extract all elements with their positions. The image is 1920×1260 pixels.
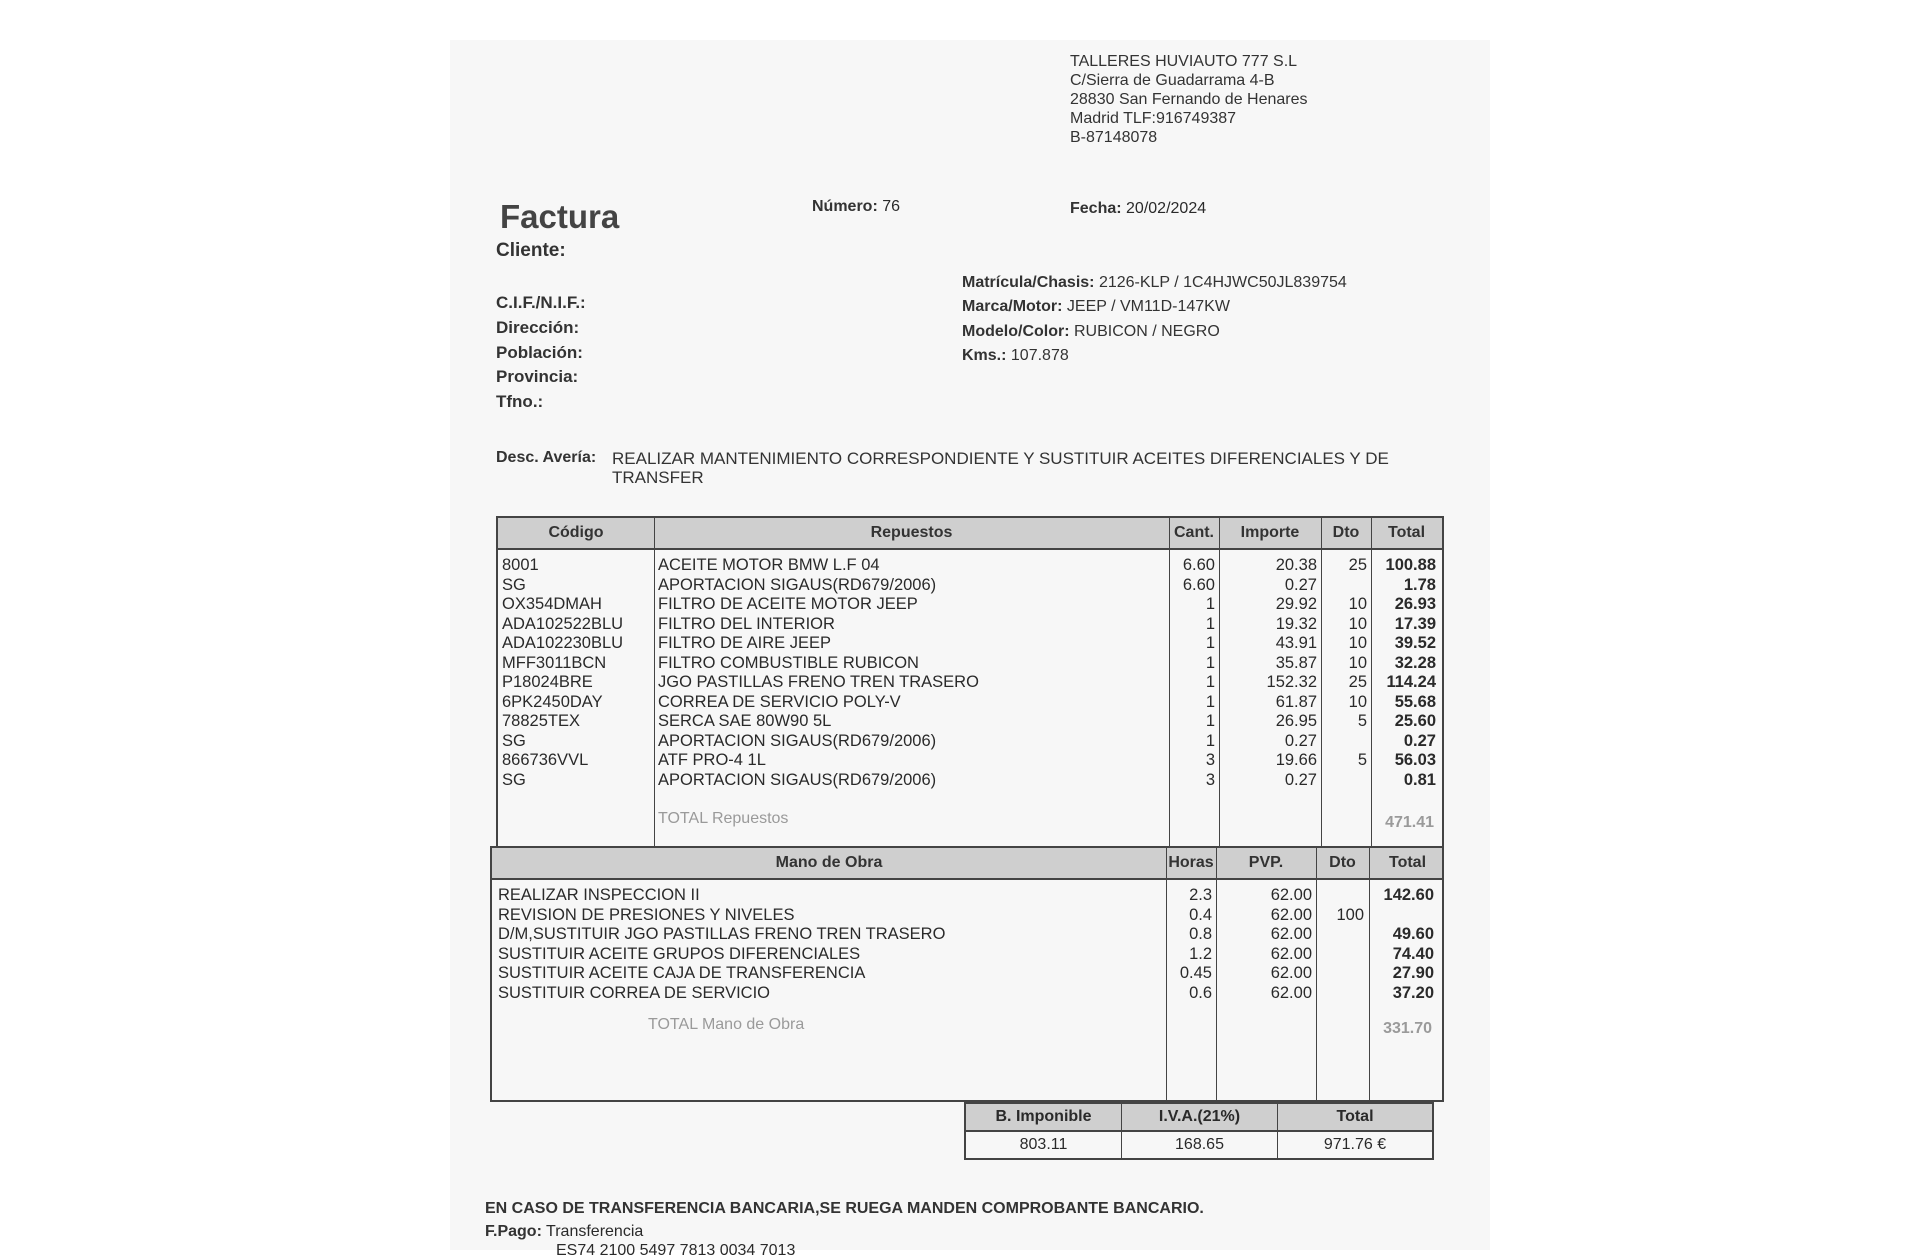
vehicle-brand-label: Marca/Motor: bbox=[962, 298, 1063, 315]
vehicle-model-value: RUBICON / NEGRO bbox=[1074, 323, 1220, 340]
labor-header-hours: Horas bbox=[1168, 854, 1214, 871]
labor-cell-disc: 100 bbox=[1336, 905, 1364, 924]
parts-cell-qty: 6.60 bbox=[1182, 556, 1215, 574]
labor-cell-desc: D/M,SUSTITUIR JGO PASTILLAS FRENO TREN TRASERO bbox=[498, 925, 946, 943]
labor-cell-price: 62.00 bbox=[1270, 925, 1312, 943]
vehicle-kms-label: Kms.: bbox=[962, 347, 1007, 364]
parts-cell-code: 6PK2450DAY bbox=[502, 692, 603, 711]
parts-cell-desc: JGO PASTILLAS FRENO TREN TRASERO bbox=[658, 673, 979, 691]
invoice-title: Factura bbox=[500, 198, 620, 235]
parts-cell-price: 0.27 bbox=[1284, 575, 1317, 594]
parts-cell-disc: 10 bbox=[1348, 595, 1367, 613]
vehicle-model-label: Modelo/Color: bbox=[962, 323, 1070, 340]
parts-cell-price: 152.32 bbox=[1266, 673, 1317, 691]
vehicle-model bbox=[962, 323, 1220, 341]
labor-cell-hours: 0.8 bbox=[1189, 925, 1212, 943]
company-name: TALLERES HUVIAUTO 777 S.L bbox=[1070, 53, 1298, 70]
parts-cell-code: P18024BRE bbox=[502, 673, 593, 691]
parts-cell-desc: APORTACION SIGAUS(RD679/2006) bbox=[658, 575, 937, 594]
client-address-label: Dirección: bbox=[496, 318, 580, 337]
labor-cell-total: 142.60 bbox=[1383, 886, 1434, 904]
parts-cell-total: 56.03 bbox=[1394, 751, 1436, 769]
table-row bbox=[492, 886, 1442, 906]
summary-base-value: 803.11 bbox=[966, 1132, 1122, 1158]
parts-cell-total: 100.88 bbox=[1385, 556, 1436, 574]
parts-cell-disc: 10 bbox=[1348, 614, 1367, 633]
labor-header-desc: Mano de Obra bbox=[775, 854, 883, 871]
fault-description bbox=[496, 449, 1389, 487]
labor-cell-hours: 0.45 bbox=[1179, 964, 1212, 982]
parts-cell-price: 0.27 bbox=[1284, 731, 1317, 750]
parts-cell-disc: 10 bbox=[1348, 634, 1367, 652]
labor-cell-desc: REVISION DE PRESIONES Y NIVELES bbox=[498, 905, 795, 924]
parts-cell-desc: ATF PRO-4 1L bbox=[658, 751, 766, 769]
parts-cell-total: 17.39 bbox=[1394, 614, 1436, 633]
invoice-date-label: Fecha: bbox=[1070, 200, 1122, 217]
labor-cell-hours: 0.6 bbox=[1189, 983, 1212, 1002]
vehicle-kms-value: 107.878 bbox=[1010, 347, 1069, 364]
company-info bbox=[1070, 52, 1308, 147]
table-row bbox=[498, 751, 1442, 771]
parts-cell-total: 114.24 bbox=[1386, 673, 1436, 691]
table-row bbox=[498, 673, 1442, 693]
summary-total-value: 971.76 € bbox=[1323, 1136, 1387, 1153]
parts-cell-desc: APORTACION SIGAUS(RD679/2006) bbox=[658, 770, 937, 789]
labor-total-label: TOTAL Mano de Obra bbox=[648, 1016, 805, 1033]
labor-cell-price: 62.00 bbox=[1270, 905, 1312, 924]
payment-value: Transferencia bbox=[546, 1223, 644, 1240]
parts-cell-desc: FILTRO COMBUSTIBLE RUBICON bbox=[658, 653, 919, 672]
client-title: Cliente: bbox=[496, 240, 566, 261]
parts-cell-price: 26.95 bbox=[1275, 712, 1317, 730]
labor-cell-desc: SUSTITUIR CORREA DE SERVICIO bbox=[498, 983, 770, 1002]
invoice-number-value: 76 bbox=[882, 198, 901, 215]
company-phone: Madrid TLF:916749387 bbox=[1070, 110, 1237, 127]
table-row bbox=[498, 556, 1442, 576]
parts-cell-price: 20.38 bbox=[1275, 556, 1317, 574]
labor-cell-total: 27.90 bbox=[1392, 964, 1434, 982]
parts-cell-total: 26.93 bbox=[1394, 595, 1436, 613]
table-row bbox=[498, 732, 1442, 752]
labor-header-total: Total bbox=[1388, 854, 1427, 871]
parts-total-label: TOTAL Repuestos bbox=[658, 810, 789, 827]
summary-table bbox=[964, 1102, 1434, 1160]
parts-cell-total: 32.28 bbox=[1394, 653, 1436, 672]
table-row bbox=[498, 615, 1442, 635]
parts-cell-code: SG bbox=[502, 575, 526, 594]
parts-cell-disc: 10 bbox=[1348, 653, 1367, 672]
parts-cell-qty: 1 bbox=[1205, 614, 1215, 633]
invoice-number-label: Número: bbox=[812, 198, 878, 215]
parts-cell-price: 35.87 bbox=[1275, 653, 1317, 672]
parts-cell-qty: 3 bbox=[1205, 770, 1215, 789]
parts-cell-desc: CORREA DE SERVICIO POLY-V bbox=[658, 692, 901, 711]
parts-cell-price: 61.87 bbox=[1275, 692, 1317, 711]
parts-cell-qty: 1 bbox=[1205, 731, 1215, 750]
table-row bbox=[492, 964, 1442, 984]
table-row bbox=[492, 945, 1442, 965]
vehicle-kms bbox=[962, 347, 1069, 365]
fault-label: Desc. Avería: bbox=[496, 449, 597, 466]
parts-cell-total: 0.27 bbox=[1403, 731, 1436, 750]
invoice-date-value: 20/02/2024 bbox=[1126, 200, 1207, 217]
parts-cell-qty: 1 bbox=[1205, 653, 1215, 672]
parts-cell-total: 39.52 bbox=[1394, 634, 1436, 652]
parts-cell-price: 43.91 bbox=[1275, 634, 1317, 652]
vehicle-brand-value: JEEP / VM11D-147KW bbox=[1066, 298, 1230, 315]
invoice-date bbox=[1070, 200, 1206, 218]
labor-cell-total: 74.40 bbox=[1392, 944, 1434, 963]
labor-cell-price: 62.00 bbox=[1270, 944, 1312, 963]
parts-cell-code: 866736VVL bbox=[502, 751, 589, 769]
parts-cell-desc: APORTACION SIGAUS(RD679/2006) bbox=[658, 731, 937, 750]
parts-cell-code: SG bbox=[502, 770, 526, 789]
parts-cell-code: MFF3011BCN bbox=[502, 653, 607, 672]
parts-cell-code: 8001 bbox=[502, 556, 539, 574]
parts-cell-total: 25.60 bbox=[1394, 712, 1436, 730]
client-province-label: Provincia: bbox=[496, 367, 579, 386]
labor-table bbox=[490, 846, 1444, 1102]
table-row bbox=[498, 595, 1442, 615]
invoice-number bbox=[812, 198, 900, 216]
company-cif: B-87148078 bbox=[1070, 129, 1158, 146]
labor-cell-hours: 1.2 bbox=[1189, 944, 1212, 963]
vehicle-brand bbox=[962, 298, 1230, 316]
vehicle-plate-value: 2126-KLP / 1C4HJWC50JL839754 bbox=[1098, 274, 1347, 291]
labor-cell-desc: SUSTITUIR ACEITE CAJA DE TRANSFERENCIA bbox=[498, 964, 866, 982]
labor-cell-hours: 0.4 bbox=[1189, 905, 1212, 924]
parts-cell-desc: FILTRO DE ACEITE MOTOR JEEP bbox=[658, 595, 918, 613]
parts-cell-price: 19.66 bbox=[1275, 751, 1317, 769]
parts-cell-code: OX354DMAH bbox=[502, 595, 602, 613]
parts-cell-price: 0.27 bbox=[1284, 770, 1317, 789]
parts-cell-total: 55.68 bbox=[1394, 692, 1436, 711]
parts-cell-disc: 25 bbox=[1348, 673, 1367, 691]
parts-header-desc: Repuestos bbox=[870, 524, 953, 541]
labor-total-value: 331.70 bbox=[1383, 1020, 1432, 1037]
vehicle-plate-label: Matrícula/Chasis: bbox=[962, 274, 1095, 291]
parts-cell-total: 1.78 bbox=[1403, 575, 1436, 594]
summary-vat-value: 168.65 bbox=[1122, 1132, 1278, 1158]
table-row bbox=[492, 984, 1442, 1004]
parts-cell-qty: 1 bbox=[1205, 634, 1215, 652]
vehicle-plate bbox=[962, 274, 1347, 292]
client-town-label: Población: bbox=[496, 343, 583, 362]
table-row bbox=[492, 925, 1442, 945]
parts-cell-disc: 5 bbox=[1357, 712, 1367, 730]
parts-cell-price: 29.92 bbox=[1275, 595, 1317, 613]
summary-base-label: B. Imponible bbox=[966, 1104, 1122, 1132]
labor-cell-desc: REALIZAR INSPECCION II bbox=[498, 886, 700, 904]
parts-cell-qty: 6.60 bbox=[1182, 575, 1215, 594]
labor-cell-total: 49.60 bbox=[1392, 925, 1434, 943]
parts-table bbox=[496, 516, 1444, 848]
table-row bbox=[498, 576, 1442, 596]
payment-label: F.Pago: bbox=[485, 1223, 542, 1240]
parts-cell-qty: 1 bbox=[1205, 692, 1215, 711]
fault-text: REALIZAR MANTENIMIENTO CORRESPONDIENTE Y SUSTITUIR ACEITES DIFERENCIALES Y DE TRANSFER bbox=[612, 449, 1389, 487]
parts-cell-code: ADA102522BLU bbox=[502, 614, 624, 633]
parts-header-disc: Dto bbox=[1332, 524, 1360, 541]
parts-cell-disc: 25 bbox=[1348, 556, 1367, 574]
table-row bbox=[498, 771, 1442, 791]
labor-header-price: PVP. bbox=[1248, 854, 1284, 871]
labor-cell-hours: 2.3 bbox=[1189, 886, 1212, 904]
labor-cell-desc: SUSTITUIR ACEITE GRUPOS DIFERENCIALES bbox=[498, 944, 861, 963]
table-row bbox=[498, 693, 1442, 713]
table-row bbox=[498, 712, 1442, 732]
parts-header bbox=[498, 518, 1442, 550]
parts-cell-qty: 1 bbox=[1205, 673, 1215, 691]
table-row bbox=[498, 634, 1442, 654]
iban: ES74 2100 5497 7813 0034 7013 bbox=[556, 1242, 796, 1259]
summary-total-label: Total bbox=[1278, 1104, 1432, 1132]
parts-header-qty: Cant. bbox=[1174, 524, 1214, 541]
parts-cell-code: 78825TEX bbox=[502, 712, 580, 730]
parts-cell-qty: 1 bbox=[1205, 595, 1215, 613]
parts-cell-disc: 5 bbox=[1357, 751, 1367, 769]
parts-header-price: Importe bbox=[1240, 524, 1300, 541]
payment-method bbox=[485, 1223, 643, 1241]
labor-header-disc: Dto bbox=[1329, 854, 1356, 871]
parts-cell-total: 0.81 bbox=[1403, 770, 1436, 789]
parts-cell-code: ADA102230BLU bbox=[502, 634, 624, 652]
parts-total-value: 471.41 bbox=[1385, 814, 1434, 831]
table-row bbox=[492, 906, 1442, 926]
table-row bbox=[498, 654, 1442, 674]
parts-cell-desc: FILTRO DEL INTERIOR bbox=[658, 614, 835, 633]
parts-header-total: Total bbox=[1387, 524, 1426, 541]
company-street: C/Sierra de Guadarrama 4-B bbox=[1070, 72, 1275, 89]
parts-cell-code: SG bbox=[502, 731, 526, 750]
transfer-notice: EN CASO DE TRANSFERENCIA BANCARIA,SE RUEGA MANDEN COMPROBANTE BANCARIO. bbox=[485, 1200, 1204, 1217]
parts-cell-desc: SERCA SAE 80W90 5L bbox=[658, 712, 832, 730]
parts-header-code: Código bbox=[548, 524, 604, 541]
labor-header bbox=[492, 848, 1442, 880]
parts-cell-qty: 1 bbox=[1205, 712, 1215, 730]
labor-cell-price: 62.00 bbox=[1270, 983, 1312, 1002]
parts-cell-qty: 3 bbox=[1205, 751, 1215, 769]
summary-vat-label: I.V.A.(21%) bbox=[1122, 1104, 1278, 1132]
parts-cell-desc: FILTRO DE AIRE JEEP bbox=[658, 634, 831, 652]
client-phone-label: Tfno.: bbox=[496, 392, 544, 411]
parts-cell-price: 19.32 bbox=[1275, 614, 1317, 633]
labor-cell-price: 62.00 bbox=[1270, 886, 1312, 904]
client-cif-label: C.I.F./N.I.F.: bbox=[496, 293, 586, 312]
parts-cell-desc: ACEITE MOTOR BMW L.F 04 bbox=[658, 556, 880, 574]
parts-cell-disc: 10 bbox=[1348, 692, 1367, 711]
labor-cell-total: 37.20 bbox=[1392, 983, 1434, 1002]
labor-cell-price: 62.00 bbox=[1270, 964, 1312, 982]
company-city: 28830 San Fernando de Henares bbox=[1070, 91, 1308, 108]
